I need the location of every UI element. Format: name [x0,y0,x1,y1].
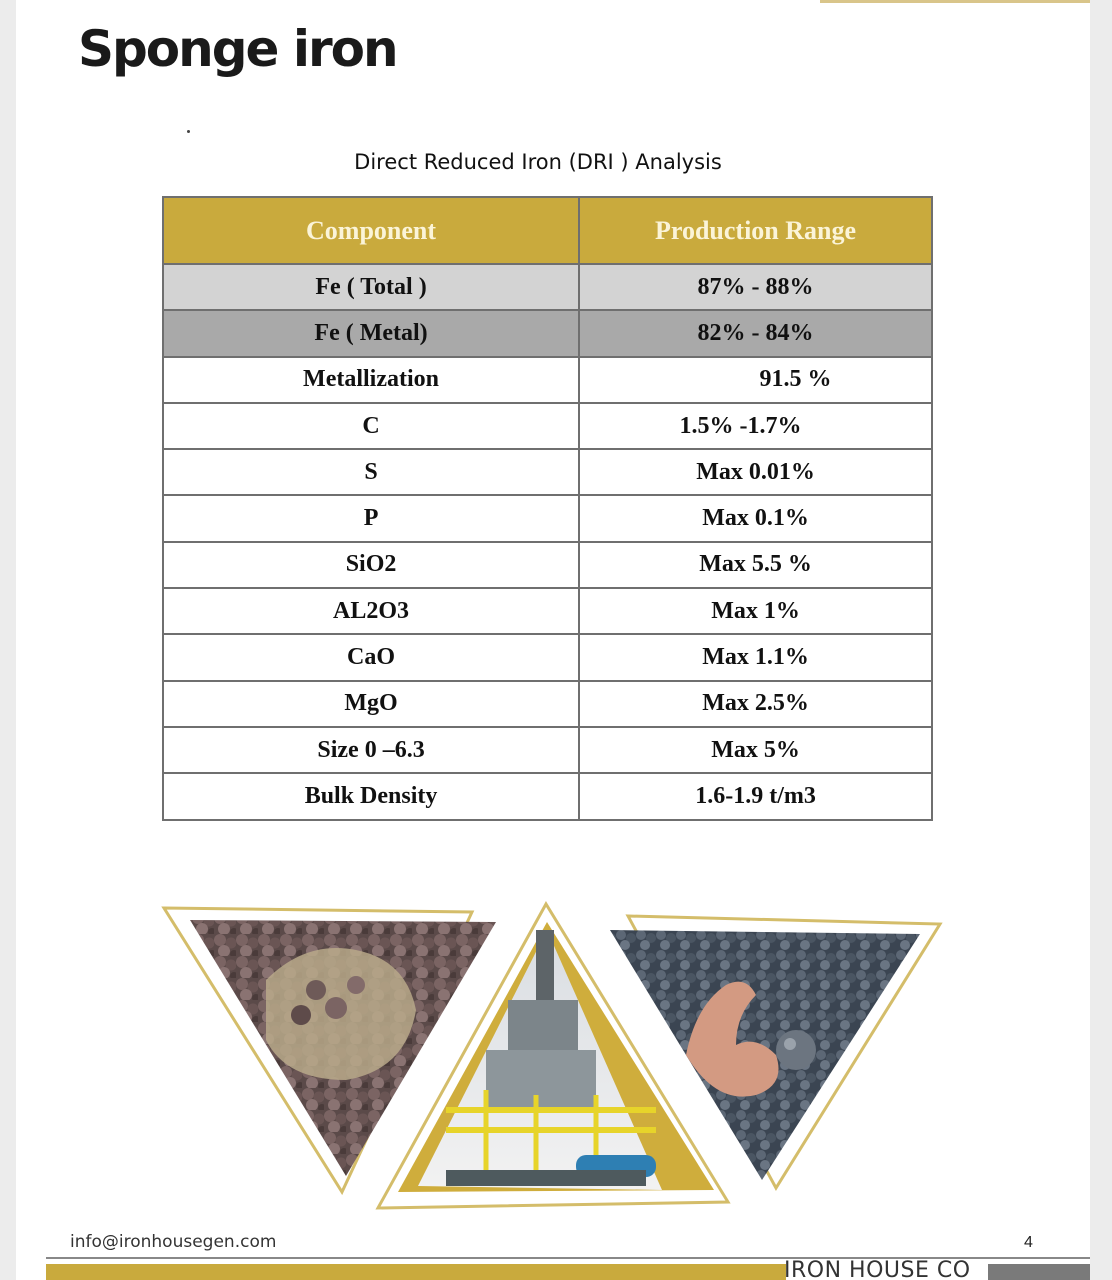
cell-production-range: Max 0.01% [579,449,932,495]
cell-production-range: 1.5% -1.7% [579,403,932,449]
table-row [163,264,932,310]
cell-production-range: Max 1% [579,588,932,634]
cell-component: AL2O3 [163,588,579,634]
cell-production-range: Max 2.5% [579,681,932,727]
page-number: 4 [1024,1234,1033,1251]
cell-production-range: Max 5% [579,727,932,773]
table-header-row [163,197,932,264]
footer-grey-tab [988,1264,1090,1280]
document-page [16,0,1090,1280]
table-row [163,310,932,356]
table-row [163,495,932,541]
table-row [163,403,932,449]
cell-component: Size 0 –6.3 [163,727,579,773]
header-production-range: Production Range [579,197,932,264]
cell-component: MgO [163,681,579,727]
cell-component: Bulk Density [163,773,579,819]
cell-component: CaO [163,634,579,680]
table-body [163,264,932,820]
footer-brand: IRON HOUSE CO [784,1258,971,1280]
top-accent-bar [820,0,1090,3]
cell-production-range: 82% - 84% [579,310,932,356]
table-row [163,773,932,819]
table-row [163,449,932,495]
cell-component: Metallization [163,357,579,403]
cell-production-range: 87% - 88% [579,264,932,310]
cell-component: S [163,449,579,495]
table-row [163,681,932,727]
cell-production-range: Max 1.1% [579,634,932,680]
cell-component: P [163,495,579,541]
table-row [163,542,932,588]
cell-component: Fe ( Metal) [163,310,579,356]
table-row [163,634,932,680]
cell-production-range: 1.6-1.9 t/m3 [579,773,932,819]
contact-email[interactable]: info@ironhousegen.com [70,1232,277,1252]
stray-dot [187,130,190,133]
cell-component: SiO2 [163,542,579,588]
header-component: Component [163,197,579,264]
footer-gold-band [46,1264,786,1280]
cell-component: Fe ( Total ) [163,264,579,310]
photo-collage [16,890,1090,1220]
cell-component: C [163,403,579,449]
table-row [163,588,932,634]
cell-production-range: 91.5 % [579,357,932,403]
dri-analysis-table [162,196,933,821]
table-row [163,727,932,773]
cell-production-range: Max 0.1% [579,495,932,541]
page-title: Sponge iron [78,20,397,78]
table-row [163,357,932,403]
table-caption: Direct Reduced Iron (DRI ) Analysis [354,150,722,174]
cell-production-range: Max 5.5 % [579,542,932,588]
